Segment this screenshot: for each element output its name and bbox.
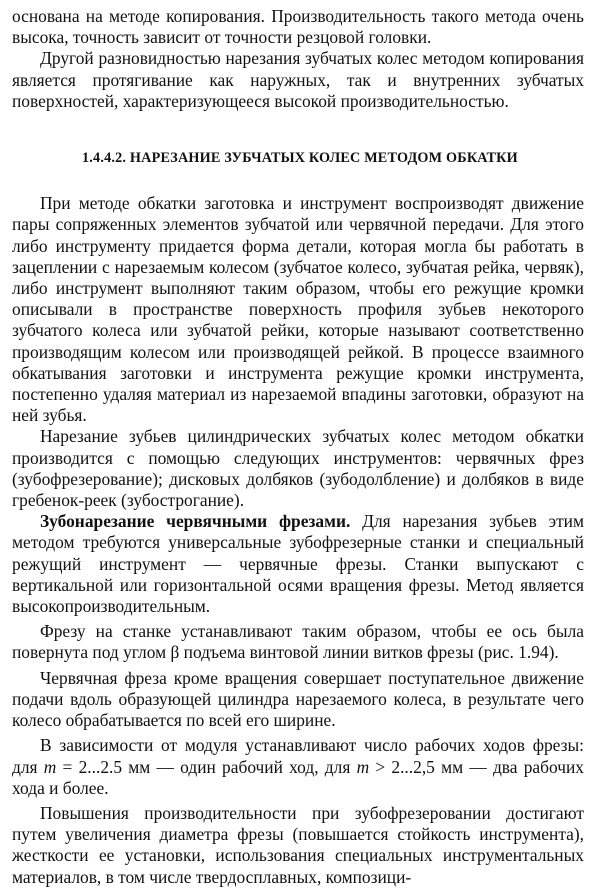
passes-text-1: В зависимости от модуля устанавливают число рабочих ходов фрезы: для — [12, 735, 584, 777]
module-symbol: m — [356, 756, 370, 777]
passes-text-2: = 2...2.5 мм — один рабочий ход, для — [56, 756, 357, 777]
paragraph-copying-method: основана на методе копирования. Производительность такого метода очень высока, точность зависит от точности резцовой головки. — [12, 6, 584, 48]
module-symbol: m — [43, 756, 57, 777]
paragraph-hobbing — [12, 511, 584, 617]
paragraph-hob-setup: Фрезу на станке устанавливают таким образом, чтобы ее ось была повернута под углом β подъема винтовой линии витков фрезы (рис. 1.94). — [12, 621, 584, 663]
document-page — [12, 6, 584, 888]
section-heading: 1.4.4.2. НАРЕЗАНИЕ ЗУБЧАТЫХ КОЛЕС МЕТОДОМ ОБКАТКИ — [82, 150, 518, 167]
paragraph-generating-method: При методе обкатки заготовка и инструмент воспроизводят движение пары сопряженных элементов зубчатой или червячной передачи. Для этого либо инструменту придается форма детали, которая могла бы работать в зацеплении с нарезаемым колесом (зубчатое колесо, зубчатая рейка, червяк), либо инструмент выполняют таким образом, чтобы его режущие кромки описывали в пространстве поверхность профиля зубьев некоторого зубчатого колеса или зубчатой рейки, которые называют соответственно производящим колесом или производящей рейкой. В процессе взаимного обкатывания заготовки и инструмента режущие кромки инструмента, постепенно удаляя материал из нарезаемой впадины заготовки, образуют на ней зубья. — [12, 193, 584, 426]
paragraph-tools: Нарезание зубьев цилиндрических зубчатых колес методом обкатки производится с помощью следующих инструментов: червячных фрез (зубофрезерование); дисковых долбяков (зубодолбление) и долбяков в виде гребенок-реек (зубострогание). — [12, 426, 584, 511]
paragraph-hobbing-text: Для нарезания зубьев этим методом требуются универсальные зубофрезерные станки и специальный режущий инструмент — червячные фрезы. Станки выпускают с вертикальной или горизонтальной осями вращения фрезы. Метод является высокопроизводительным. — [12, 511, 584, 617]
paragraph-productivity: Повышения производительности при зубофрезеровании достигают путем увеличения диаметра фрезы (повышается стойкость инструмента), жесткости ее установки, использования специальных инструментальных материалов, в том числе твердосплавных, композици- — [12, 802, 584, 887]
paragraph-run-in-heading: Зубонарезание червячными фрезами. — [40, 511, 351, 532]
paragraph-passes — [12, 735, 584, 799]
paragraph-hob-feed: Червячная фреза кроме вращения совершает поступательное движение подачи вдоль образующей цилиндра нарезаемого колеса, в результате чего колесо обрабатывается по всей его ширине. — [12, 667, 584, 731]
passes-text-3: > 2...2,5 мм — два рабочих хода и более. — [12, 756, 584, 798]
paragraph-broaching: Другой разновидностью нарезания зубчатых колес методом копирования является протягивание как наружных, так и внутренних зубчатых поверхностей, характеризующееся высокой производительностью. — [12, 48, 584, 111]
